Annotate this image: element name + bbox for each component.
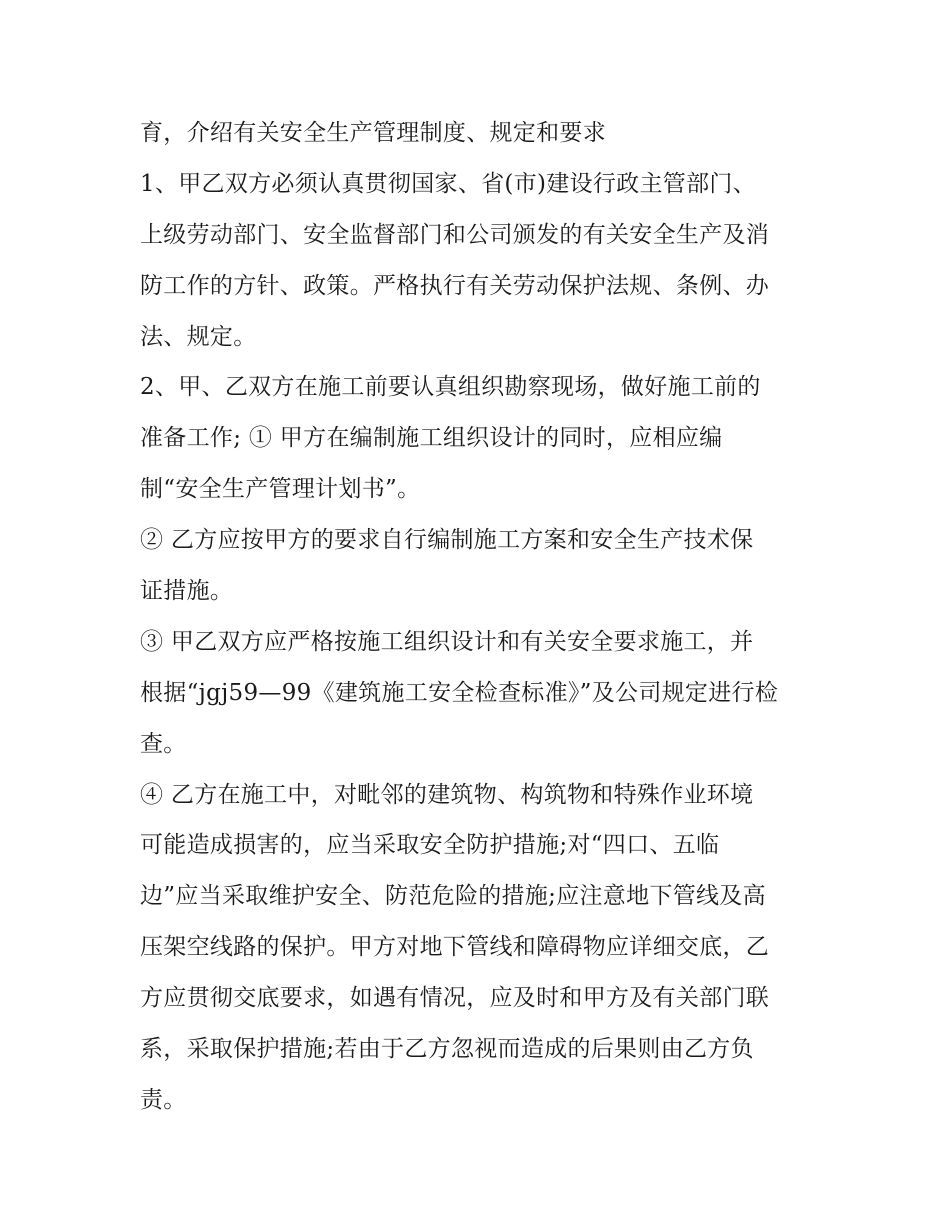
text-line: 证措施。 [140, 578, 234, 605]
text-line: 上级劳动部门、安全监督部门和公司颁发的有关安全生产及消 [140, 221, 770, 248]
text-line: 育，介绍有关安全生产管理制度、规定和要求 [140, 120, 606, 146]
text-line: 法、规定。 [140, 323, 257, 350]
text-line: ② 乙方应按甲方的要求自行编制施工方案和安全生产技术保 [140, 527, 754, 554]
text-line: ④ 乙方在施工中，对毗邻的建筑物、构筑物和特殊作业环境 [140, 781, 754, 808]
text-line: 根据“jgj59—99《建筑施工安全检查标准》”及公司规定进行检 [140, 679, 779, 706]
text-line: 责。 [140, 1086, 187, 1113]
text-line: 可能造成损害的，应当采取安全防护措施;对“四口、五临 [140, 832, 720, 859]
document-body [140, 108, 830, 1126]
text-line: 查。 [140, 730, 187, 757]
text-line: 压架空线路的保护。甲方对地下管线和障碍物应详细交底，乙 [140, 934, 770, 961]
text-line: 准备工作; ① 甲方在编制施工组织设计的同时，应相应编 [140, 425, 723, 452]
text-line: 方应贯彻交底要求，如遇有情况，应及时和甲方及有关部门联 [140, 985, 770, 1012]
text-line: 1、甲乙双方必须认真贯彻国家、省(市)建设行政主管部门、 [140, 170, 756, 197]
text-line: 制“安全生产管理计划书”。 [140, 476, 421, 503]
text-line: 2、甲、乙双方在施工前要认真组织勘察现场，做好施工前的 [140, 374, 761, 401]
text-line: 系，采取保护措施;若由于乙方忽视而造成的后果则由乙方负 [140, 1036, 754, 1063]
text-line: ③ 甲乙双方应严格按施工组织设计和有关安全要求施工，并 [140, 628, 754, 655]
text-line: 防工作的方针、政策。严格执行有关劳动保护法规、条例、办 [140, 272, 770, 299]
text-line: 边”应当采取维护安全、防范危险的措施;应注意地下管线及高 [140, 883, 766, 910]
